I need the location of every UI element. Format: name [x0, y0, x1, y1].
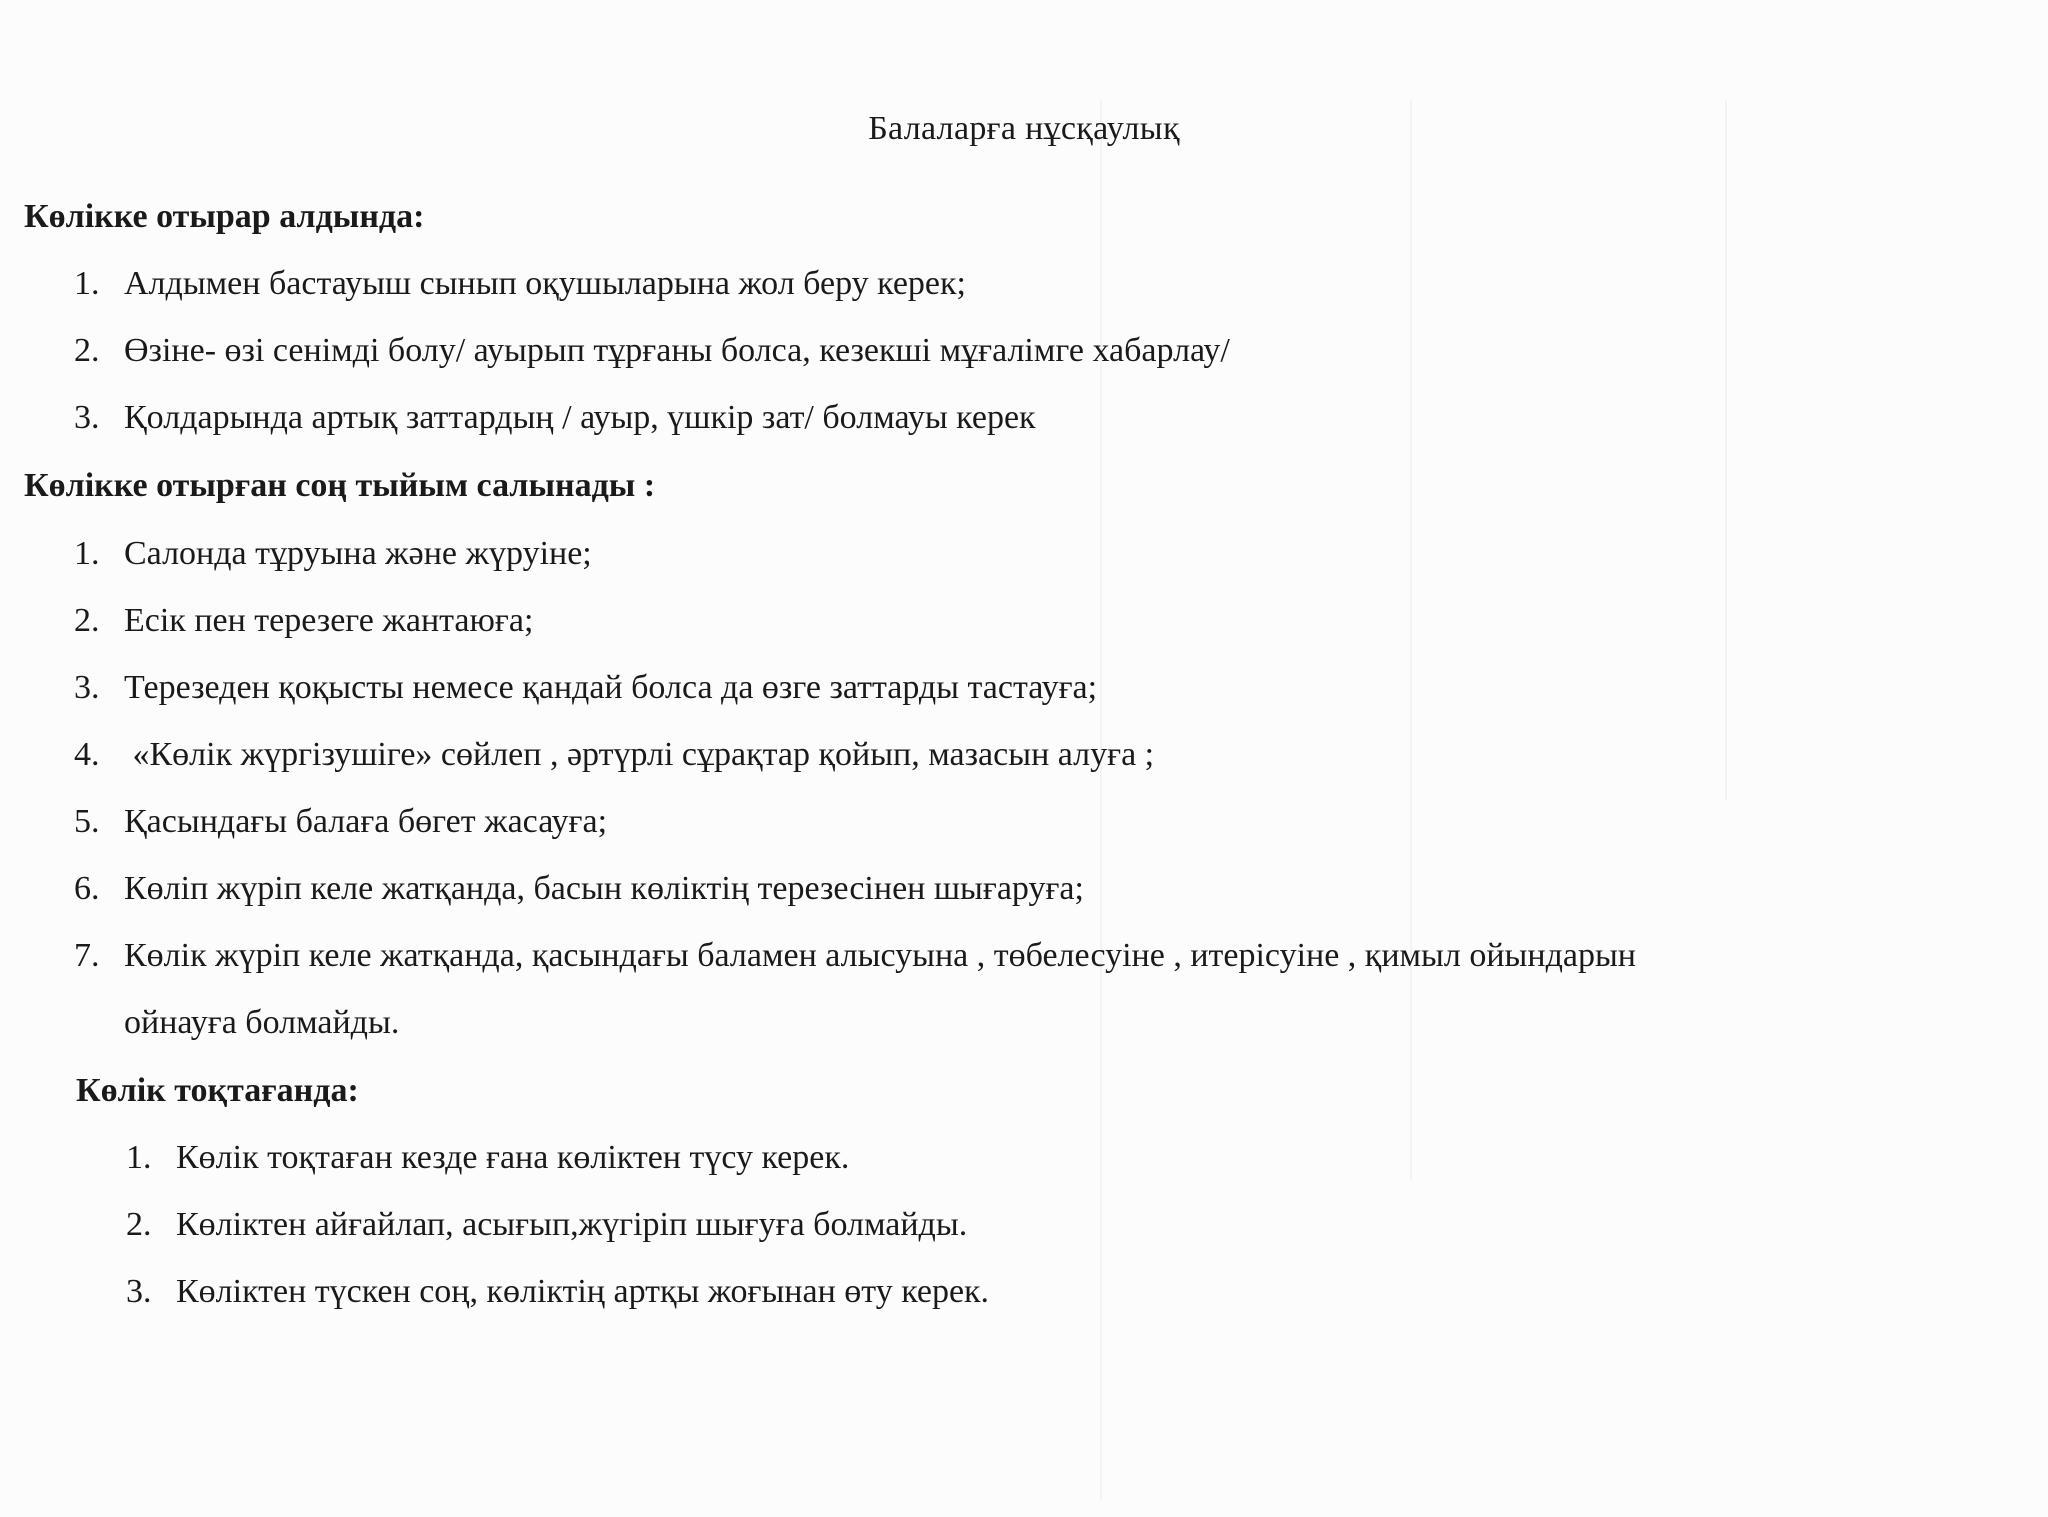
list-number: 3.	[74, 399, 100, 436]
list-item	[74, 870, 1084, 908]
list-item	[74, 602, 533, 640]
list-item	[74, 399, 1036, 437]
list-number: 3.	[126, 1273, 152, 1310]
list-item-text: ойнауға болмайды.	[124, 1004, 400, 1041]
list-item	[74, 535, 592, 573]
list-item-text: Көліктен айғайлап, асығып,жүгіріп шығуға болмайды.	[176, 1206, 968, 1243]
section-heading-prohibited: Көлікке отырған соң тыйым салынады :	[24, 467, 656, 504]
list-item	[74, 265, 966, 303]
list-number: 1.	[126, 1139, 152, 1176]
section-heading-before-boarding: Көлікке отырар алдында:	[24, 198, 425, 235]
list-item-text: Қолдарында артық заттардың / ауыр, үшкір зат/ болмауы керек	[124, 399, 1036, 436]
list-number: 4.	[74, 736, 100, 773]
list-item-text: Өзіне- өзі сенімді болу/ ауырып тұрғаны болса, кезекші мұғалімге хабарлау/	[124, 332, 1230, 369]
list-item-text: Көлік жүріп келе жатқанда, қасындағы баламен алысуына , төбелесуіне , итерісуіне , қимыл ойындарын	[124, 937, 1637, 974]
list-item-text: Көліктен түскен соң, көліктің артқы жоғынан өту керек.	[176, 1273, 990, 1310]
list-item	[74, 736, 1154, 774]
list-item-text: Салонда тұруына және жүруіне;	[124, 535, 592, 572]
list-number: 2.	[126, 1206, 152, 1243]
list-number: 6.	[74, 870, 100, 907]
page-title: Балаларға нұсқаулық	[868, 110, 1180, 147]
bleed-through-line	[1410, 100, 1412, 1180]
list-item-text: Алдымен бастауыш сынып оқушыларына жол беру керек;	[124, 265, 966, 302]
list-item	[74, 803, 607, 841]
list-item	[126, 1206, 967, 1244]
list-item-text: Қасындағы балаға бөгет жасауға;	[124, 803, 608, 840]
list-number: 3.	[74, 669, 100, 706]
list-number: 7.	[74, 937, 100, 974]
bleed-through-line	[1725, 100, 1727, 800]
list-number: 2.	[74, 332, 100, 369]
list-number: 2.	[74, 602, 100, 639]
list-item	[74, 332, 1230, 370]
list-item-text: «Көлік жүргізушіге» сөйлеп , әртүрлі сұрақтар қойып, мазасын алуға ;	[124, 736, 1155, 773]
list-item-text: Көлік тоқтаған кезде ғана көліктен түсу керек.	[176, 1139, 850, 1176]
list-item-text: Есік пен терезеге жантаюға;	[124, 602, 534, 639]
list-item	[74, 937, 1636, 975]
list-item-continuation	[124, 1004, 399, 1042]
list-item-text: Терезеден қоқысты немесе қандай болса да өзге заттарды тастауға;	[124, 669, 1098, 706]
list-item-text: Көліп жүріп келе жатқанда, басын көліктің терезесінен шығаруға;	[124, 870, 1084, 907]
list-number: 5.	[74, 803, 100, 840]
section-heading-when-stopped: Көлік тоқтағанда:	[76, 1072, 359, 1109]
list-item	[74, 669, 1097, 707]
list-number: 1.	[74, 535, 100, 572]
bleed-through-line	[1100, 100, 1102, 1500]
list-item	[126, 1139, 849, 1177]
list-number: 1.	[74, 265, 100, 302]
list-item	[126, 1273, 989, 1311]
